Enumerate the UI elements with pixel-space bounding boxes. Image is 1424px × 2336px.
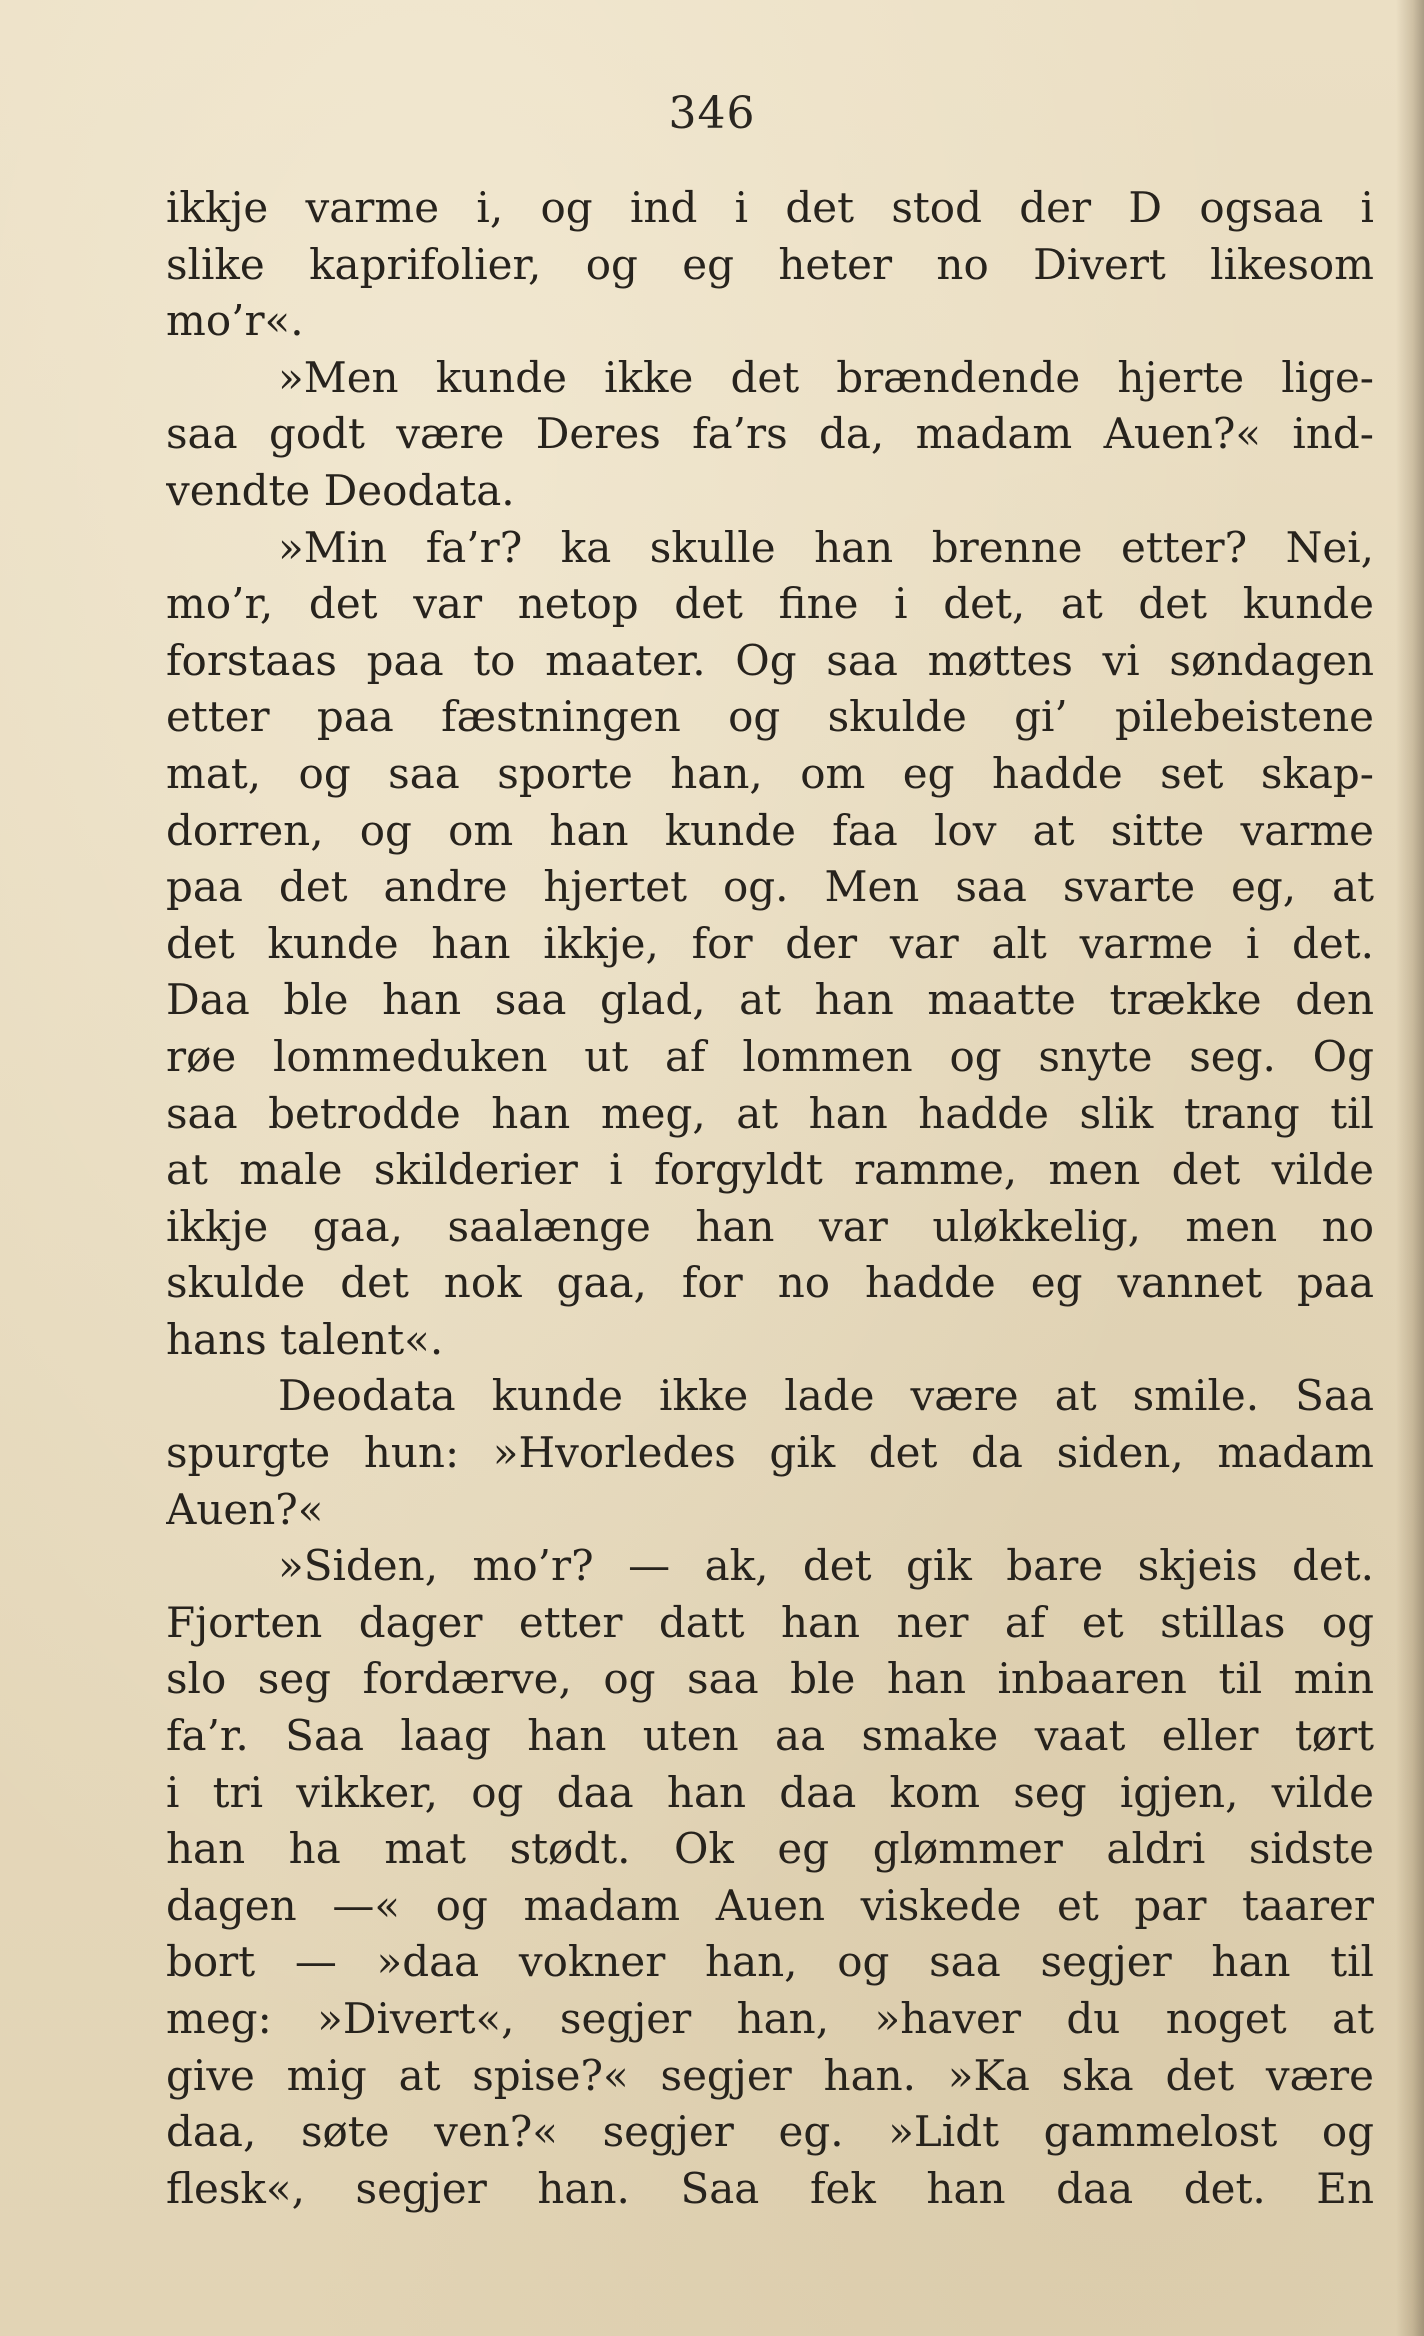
text-line: daa, søte ven?« segjer eg. »Lidt gammelost og xyxy=(166,2107,1374,2157)
text-line: Auen?« xyxy=(166,1484,324,1534)
text-line: Fjorten dager etter datt han ner af et stillas og xyxy=(166,1597,1374,1647)
text-line: at male skilderier i forgyldt ramme, men det vilde xyxy=(166,1145,1374,1195)
page-number: 346 xyxy=(668,88,756,139)
text-line: slike kaprifolier, og eg heter no Divert likesom xyxy=(166,239,1374,289)
text-line: ikkje varme i, og ind i det stod der D ogsaa i xyxy=(166,183,1374,232)
text-line: vendte Deodata. xyxy=(166,465,515,515)
text-line: give mig at spise?« segjer han. »Ka ska det være xyxy=(166,2050,1374,2100)
text-line: saa betrodde han meg, at han hadde slik trang til xyxy=(166,1088,1374,1138)
text-line: bort — »daa vokner han, og saa segjer han til xyxy=(166,1937,1374,1987)
text-line: meg: »Divert«, segjer han, »haver du noget at xyxy=(166,1994,1374,2043)
text-line: saa godt være Deres fa’rs da, madam Auen?« ind- xyxy=(166,409,1374,459)
text-line: ikkje gaa, saalænge han var uløkkelig, men no xyxy=(166,1201,1374,1251)
text-line: dagen —« og madam Auen viskede et par taarer xyxy=(166,1880,1374,1930)
page-edge-shadow xyxy=(1396,0,1424,2336)
text-line: Deodata kunde ikke lade være at smile. Saa xyxy=(278,1371,1374,1421)
text-line: flesk«, segjer han. Saa fek han daa det. En xyxy=(166,2163,1374,2213)
text-line: han ha mat stødt. Ok eg glømmer aldri sidste xyxy=(166,1824,1374,1874)
text-line: i tri vikker, og daa han daa kom seg igjen, vilde xyxy=(166,1767,1374,1817)
text-line: røe lommeduken ut af lommen og snyte seg. Og xyxy=(166,1031,1374,1081)
text-line: dorren, og om han kunde faa lov at sitte varme xyxy=(166,805,1374,855)
text-line: »Men kunde ikke det brændende hjerte lige- xyxy=(278,352,1374,402)
text-line: slo seg fordærve, og saa ble han inbaaren til min xyxy=(166,1654,1374,1704)
text-line: mo’r, det var netop det fine i det, at det kunde xyxy=(166,579,1374,629)
text-line: Daa ble han saa glad, at han maatte trække den xyxy=(166,975,1374,1025)
text-line: mat, og saa sporte han, om eg hadde set skap- xyxy=(166,748,1374,798)
text-line: etter paa fæstningen og skulde gi’ pilebeistene xyxy=(166,692,1374,742)
text-line: fa’r. Saa laag han uten aa smake vaat eller tørt xyxy=(166,1711,1374,1761)
body-text xyxy=(166,180,1374,2217)
text-line: paa det andre hjertet og. Men saa svarte eg, at xyxy=(166,862,1374,912)
text-line: mo’r«. xyxy=(166,296,304,346)
text-line: forstaas paa to maater. Og saa møttes vi søndagen xyxy=(166,635,1374,685)
text-line: »Siden, mo’r? — ak, det gik bare skjeis det. xyxy=(278,1541,1374,1591)
text-line: »Min fa’r? ka skulle han brenne etter? Nei, xyxy=(278,522,1374,572)
text-line: skulde det nok gaa, for no hadde eg vannet paa xyxy=(166,1258,1374,1308)
text-line: det kunde han ikkje, for der var alt varme i det. xyxy=(166,918,1374,968)
text-line: spurgte hun: »Hvorledes gik det da siden, madam xyxy=(166,1428,1374,1478)
text-line: hans talent«. xyxy=(166,1314,444,1364)
